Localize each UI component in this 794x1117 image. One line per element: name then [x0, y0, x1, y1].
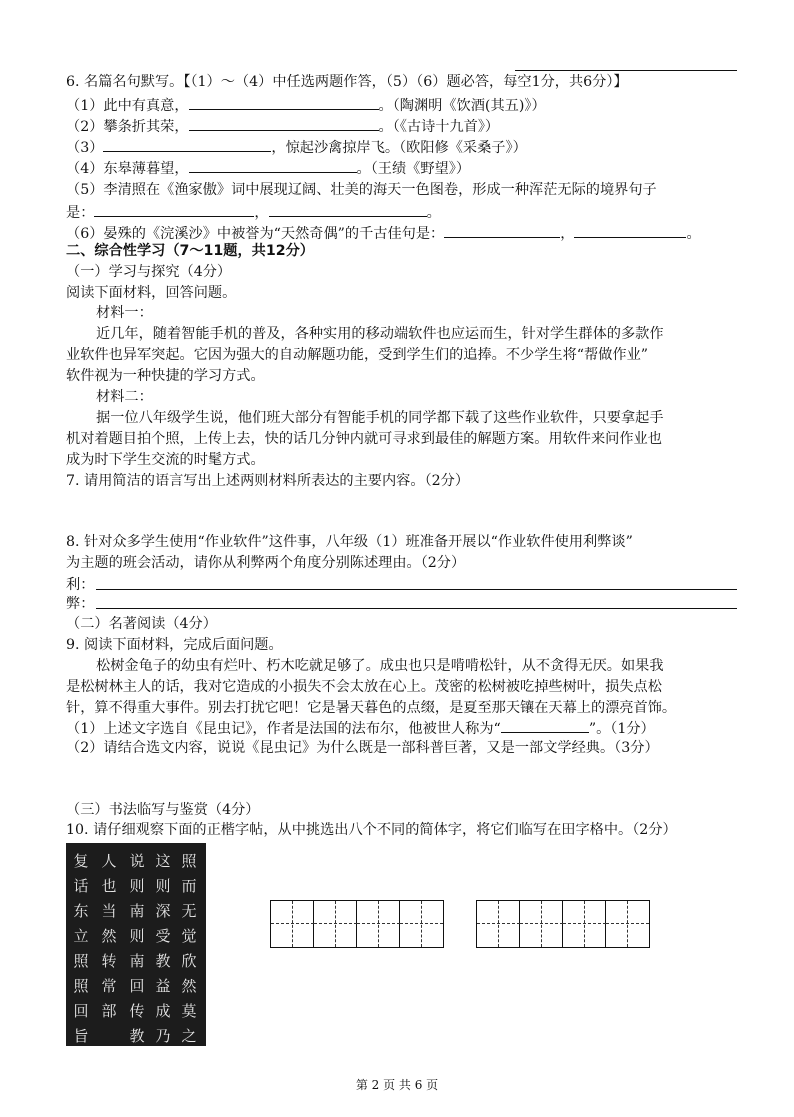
sub1-intro: 阅读下面材料，回答问题。: [66, 285, 237, 301]
sub2-title: （二）名著阅读（4分）: [66, 616, 217, 632]
section2-title: 二、综合性学习（7～11题，共12分）: [66, 243, 314, 259]
q6-item2: [66, 115, 499, 137]
tianzi-cell[interactable]: [606, 901, 649, 947]
q6-4-text: （4）东皋薄暮望，: [66, 161, 189, 177]
calligraphy-column: 照而无觉欣然莫之: [181, 852, 197, 1045]
calligraphy-image: [66, 843, 206, 1046]
q10: 10. 请仔细观察下面的正楷字帖，从中挑选出八个不同的简体字，将它们临写在田字格中。（2分）: [66, 822, 677, 838]
q6-5-is: 是：: [66, 205, 95, 221]
q6-item5: （5）李清照在《渔家傲》词中展现辽阔、壮美的海天一色图卷，形成一种浑茫无际的境界句子: [66, 182, 657, 198]
answer-blank[interactable]: [189, 115, 379, 131]
tianzi-grid-right[interactable]: [476, 900, 650, 948]
answer-blank[interactable]: [103, 136, 271, 152]
q6-2-text: （2）攀条折其荣，: [66, 119, 189, 135]
tianzi-cell[interactable]: [520, 901, 563, 947]
q9-passage-line: 是松树林主人的话，我对它造成的小损失不会太放在心上。茂密的松树被吃掉些树叶，损失点松: [66, 679, 662, 695]
calligraphy-column: 这则深受教益成乃: [155, 852, 171, 1045]
q9-2: （2）请结合选文内容，说说《昆虫记》为什么既是一部科普巨著，又是一部文学经典。（3分）: [66, 740, 659, 756]
sub1-title: （一）学习与探究（4分）: [66, 264, 232, 280]
q6-item4: [66, 157, 470, 179]
q6-header: 6. 名篇名句默写。【（1）～（4）中任选两题作答，（5）（6）题必答，每空1分，共6分）】: [66, 74, 628, 90]
li-answer-line[interactable]: [96, 588, 737, 590]
q9-1-score: ”。（1分）: [588, 721, 655, 737]
answer-blank[interactable]: [94, 201, 254, 217]
tianzi-cell[interactable]: [563, 901, 606, 947]
calligraphy-column: 人也当然转 常部: [101, 852, 117, 1020]
material1-line: 软件视为一种快捷的学习方式。: [66, 368, 265, 384]
q6-3-num: （3）: [66, 140, 104, 156]
answer-blank[interactable]: [574, 222, 686, 238]
answer-blank[interactable]: [269, 201, 427, 217]
answer-blank[interactable]: [189, 157, 357, 173]
top-rule: [515, 70, 737, 71]
q6-2-source: 。（《古诗十九首》）: [378, 119, 500, 135]
q9-passage-line: 针，算不得重大事件。别去打扰它吧！它是暑天暮色的点缀，是夏至那天镶在天幕上的漂亮首饰。: [66, 700, 677, 716]
q9-1: [66, 717, 655, 739]
q6-item6: （6）晏殊的《浣溪沙》中被誉为“天然奇偶”的千古佳句是： ， 。: [66, 222, 701, 244]
material2-line: 成为时下学生交流的时髦方式。: [66, 452, 265, 468]
material1-line: 近几年，随着智能手机的普及，各种实用的移动端软件也应运而生，针对学生群体的多款作: [96, 326, 664, 342]
q6-3-text: ，惊起沙禽掠岸飞。（欧阳修《采桑子》）: [271, 140, 527, 156]
tianzi-cell[interactable]: [314, 901, 357, 947]
material2-title: 材料二：: [96, 389, 153, 405]
q8-line1: 8. 针对众多学生使用“作业软件”这件事，八年级（1）班准备开展以“作业软件使用利弊谈”: [66, 534, 633, 550]
answer-blank[interactable]: [189, 94, 379, 110]
q8-line2: 为主题的班会活动，请你从利弊两个角度分别陈述理由。（2分）: [66, 555, 466, 571]
q7: 7. 请用简洁的语言写出上述两则材料所表达的主要内容。（2分）: [66, 473, 470, 489]
q6-item1: [66, 94, 546, 116]
q8-bi-label: 弊：: [66, 596, 95, 612]
q6-item3: [66, 136, 527, 158]
q6-1-text: （1）此中有真意，: [66, 98, 189, 114]
tianzi-cell[interactable]: [477, 901, 520, 947]
material2-line: 据一位八年级学生说，他们班大部分有智能手机的同学都下载了这些作业软件，只要拿起手: [96, 410, 664, 426]
tianzi-cell[interactable]: [271, 901, 314, 947]
q8-li-label: 利：: [66, 577, 95, 593]
tianzi-cell[interactable]: [357, 901, 400, 947]
answer-blank[interactable]: [501, 717, 589, 733]
q6-6-text: （6）晏殊的《浣溪沙》中被誉为“天然奇偶”的千古佳句是：: [66, 226, 445, 242]
q6-4-source: 。（王绩《野望》）: [356, 161, 471, 177]
q6-item5-answer: 是： ， 。: [66, 201, 441, 223]
page-footer: 第 2 页 共 6 页: [355, 1078, 439, 1092]
material1-title: 材料一：: [96, 305, 153, 321]
calligraphy-column: 说则南则南回传教: [129, 852, 145, 1045]
bi-answer-line[interactable]: [96, 607, 737, 609]
q6-1-source: 。（陶渊明《饮酒(其五)》）: [378, 98, 546, 114]
calligraphy-column: 复话东立照照回旨: [73, 852, 89, 1045]
answer-blank[interactable]: [444, 222, 560, 238]
material2-line: 机对着题目拍个照，上传上去，快的话几分钟内就可寻求到最佳的解题方案。用软件来问作业也: [66, 431, 662, 447]
tianzi-cell[interactable]: [400, 901, 443, 947]
material1-line: 业软件也异军突起。它因为强大的自动解题功能，受到学生们的追捧。不少学生将“帮做作业”: [66, 347, 649, 363]
q9-passage-line: 松树金龟子的幼虫有烂叶、朽木吃就足够了。成虫也只是啃啃松针，从不贪得无厌。如果我: [96, 658, 664, 674]
tianzi-grid-left[interactable]: [270, 900, 444, 948]
q9: 9. 阅读下面材料，完成后面问题。: [66, 637, 283, 653]
q9-1-text: （1）上述文字选自《昆虫记》，作者是法国的法布尔，他被世人称为“: [66, 721, 501, 737]
sub3-title: （三）书法临写与鉴赏（4分）: [66, 802, 260, 818]
